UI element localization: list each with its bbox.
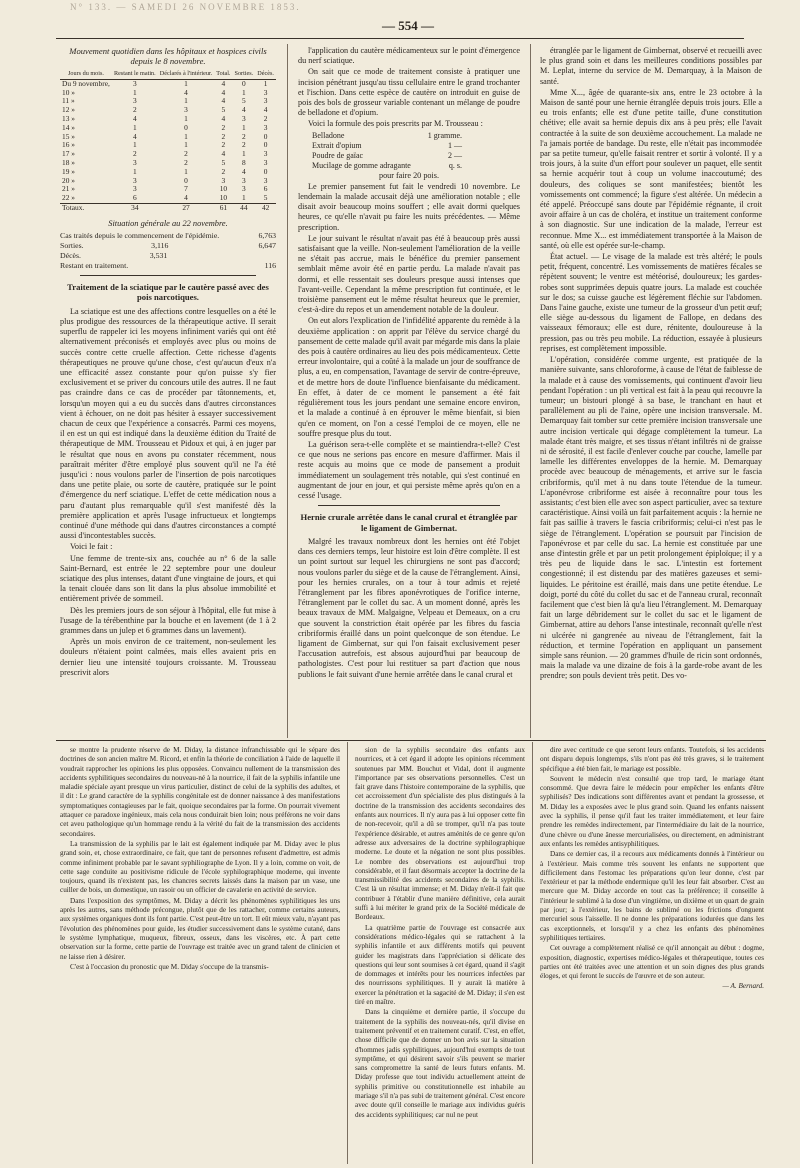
paragraph: Souvent le médecin n'est consulté que trop tard, le mariage étant consommé. Que devra faire le médecin pour empêcher les enfants d'être syphilisés? Des indications sont différentes avant et pendant la grossesse, et M. Diday les a exposées avec le plus grand soin. Quand les enfants naissent avec la syphilis, il pense qu'il faut les traiter immédiatement, et leur faire prendre les remèdes indirectement, par l'intermédiaire du lait de la nourrice, d'une chèvre ou d'une ânesse mercurialisées, ou directement, en administrant aux enfants les remèdes antisyphilitiques. xyxy=(540,774,764,848)
paragraph: dire avec certitude ce que seront leurs enfants. Toutefois, si les accidents ont disparu depuis longtemps, s'ils n'ont pas été très graves, si le traitement spécifique a été bien fait, le mariage est possible. xyxy=(540,746,764,773)
table-cell: 5 xyxy=(242,96,246,106)
table-cell: 2 xyxy=(184,157,188,167)
situation-sorties-row xyxy=(60,241,276,251)
paragraph: On sait que ce mode de traitement consiste à pratiquer une incision pénétrant jusqu'au tissu cellulaire entre le grand trochanter et l'ischion. Dans cette espèce de cautère on introduit en guise de pois des bols de grosseur variable contenant un mélange de poudre de belladone et d'opium. xyxy=(298,67,520,118)
paragraph: La transmission de la syphilis par le lait est également indiquée par M. Diday avec le plus grand soin, et, chose extraordinaire, ce fait, que tant de personnes refusent d'admettre, est admis comme infiniment probable par le savant syphiliographe de Lyon. Il y a loin, comme on voit, de cette sage conduite au positivisme ridicule de l'école syphilographique moderne, qui invente toujours, quand ils n'existent pas, les chancres secrets laissés dans la maison par un vase, une cuiller de bois, un domestique, un rasoir ou un officier de cavalerie en activité de service. xyxy=(60,839,340,895)
table-cell: 2 xyxy=(132,105,137,115)
column-3 xyxy=(540,46,762,738)
table-cell: 8 xyxy=(242,157,246,167)
movement-title: Mouvement quotidien dans les hôpitaux et hospices civils depuis le 8 novembre. xyxy=(69,46,267,66)
feuilleton-column-2 xyxy=(355,746,525,1164)
paragraph: Cet ouvrage a complètement réalisé ce qu'il annonçait au début : dogme, exposition, diagnostic, expertises médico-légales et thérapeutique, toutes ces parties ont été traitées avec une attention et un soin dignes des plus grands éloges, et qui feront le succès de l'œuvre et de son auteur. xyxy=(540,944,764,981)
table-cell: 4 xyxy=(242,105,246,115)
paragraph: L'opération, considérée comme urgente, est pratiquée de la manière suivante, sans chloroforme, à cause de l'état de faiblesse de la malade et à cause des vomissements, qui continuent d'avoir lieu pendant l'opération : un pli vertical est fait à la peau qui recouvre la tumeur; un bistouri plongé à sa base, le tranchant en haut et parallèlement au pli de l'aine, opère une incision transversale. M. Demarquay fait tomber sur cette première incision transversale une autre incision verticale qui dégage complètement la tumeur. La malade étant très maigre, et ses tissus n'étant infiltrés ni de graisse ni de sérosité, il est facile d'enlever couche par couche, lamelle par lamelle les différentes enveloppes de la hernie. M. Demarquay procède avec beaucoup de ménagements, et arrive sur le fascia cribriformis, qu'il met à nu dans toute l'étendue de la tumeur. L'aponévrose cribriforme est aisée à reconnaître pour tous les assistants; c'est bien elle avec son aspect particulier, avec sa texture caractéristique. Ainsi voilà un fait parfaitement acquis : la hernie ne fait pas saillie à travers le fascia cribriformis; celui-ci n'est pas le siège de l'étranglement. L'opération se poursuit par l'incision de l'aponévrose et par celle du sac. La hernie est constituée par une anse d'intestin grêle et par un petit prolongement épiploïque; il y a très peu de liquide dans le sac. L'intestin est fortement congestionné; il est distendu par des matières gazeuses et semi-liquides. Le péritoine est éraillé, mais dans une petite étendue. Le doigt, porté du côté du collet du sac et de l'anneau crural, reconnaît facilement que c'est bien là qu'a lieu l'étranglement. M. Demarquay fait un large débridement sur le collet du sac et le ligament de Gimbernat, attire au dehors l'anse intestinale, reconnaît qu'elle n'est ni ulcérée ni gangrenée au niveau de l'étranglement, fait la réduction, et termine l'opération en appliquant un pansement simple sans réunion. — 20 grammes d'huile de ricin sont ordonnés, mais la malade va une dizaine de fois à la garde-robe avant de les prendre; son pouls devient très petit. Des vo- xyxy=(540,355,762,681)
table-cell: 10 xyxy=(219,193,228,203)
article-body-cautere xyxy=(298,46,520,130)
table-cell: 12 » xyxy=(62,105,75,115)
paragraph: l'application du cautère médicamenteux sur le point d'émergence du nerf sciatique. xyxy=(298,46,520,66)
column-header: Sorties. xyxy=(232,70,255,79)
header-stamp: N° 133. — SAMEDI 26 NOVEMBRE 1853. xyxy=(70,2,301,12)
table-cell: 3 xyxy=(132,184,137,194)
table-cell: 1 xyxy=(184,113,188,123)
table-cell: 3 xyxy=(132,96,137,106)
table-cell: 1 xyxy=(242,87,246,97)
table-cell: 0 xyxy=(184,175,188,185)
feuilleton-body xyxy=(60,746,340,972)
paragraph: Mme X..., âgée de quarante-six ans, entre le 23 octobre à la Maison de santé pour une hernie étranglée depuis trois jours. Elle a eu trois enfants; elle est d'une petite taille, d'une constitution chétive; elle avait sa hernie depuis dix ans à peu près; elle l'avait contractée à la suite de son deuxième accouchement. La malade ne l'a jamais portée de bandage. Du reste, elle n'était pas incommodée par sa petite tumeur, qu'elle faisait rentrer et sortir à volonté. Il y a trois jours, à la suite d'un effort pour soulever un paquet, elle sentit sa hernie acquérir tout à coup un volume inaccoutumé; des douleurs, des coliques se sont manifestées; bientôt les vomissements ont commencé; la figure s'est altérée. Un médecin a été appelé. Préoccupé sans doute par l'épidémie régnante, il croit avoir affaire à un cas de choléra, et institue un traitement conforme à son diagnostic. Sur une indication de la malade, l'erreur est reconnue. Mme X... est immédiatement transportée à la Maison de santé, où elle est opérée sur-le-champ. xyxy=(540,87,762,250)
column-header: Jours du mois. xyxy=(60,70,112,79)
table-cell: 10 xyxy=(219,184,228,194)
article-body-hernie xyxy=(298,537,520,680)
ingredient-quantity: 1 gramme. xyxy=(427,130,462,140)
page-number: — 554 — xyxy=(382,18,434,33)
paragraph: État actuel. — Le visage de la malade est très altéré; le pouls petit, fréquent, concentré. Les vomissements de matières fécales se répètent souvent; le ventre est météorisé, douloureux; les gardes-robes sont supprimées depuis quatre jours. La malade est couchée sur le dos; sa cuisse gauche est légèrement fléchie sur l'abdomen. Dans l'aine gauche, existe une tumeur de la grosseur d'un petit œuf; elle siège au-dessous du ligament de Fallope, en dedans des vaisseaux fémoraux; elle est dure, rénitente, douloureuse à la pression, pas ou très peu mobile. La réduction, essayée à plusieurs reprises, est complètement impossible. xyxy=(540,252,762,353)
table-cell: 14 » xyxy=(62,122,75,132)
feuilleton-column-1 xyxy=(60,746,340,1164)
situation-sum-value: 6,647 xyxy=(258,240,276,250)
table-cell: 13 » xyxy=(62,113,75,123)
table-cell: 0 xyxy=(263,140,268,150)
paragraph: Malgré les travaux nombreux dont les hernies ont été l'objet dans ces derniers temps, leur histoire est loin d'être complète. Il est un point surtout sur lequel les chirurgiens ne sont pas d'accord; nous voulons parler du siège et de la cause de l'étranglement. Ainsi, pour les hernies crurales, on a tour à tour admis et rejeté l'étranglement par les fibres aponévrotiques de l'orifice interne, l'étranglement par le collet du sac. A un moment donné, après les beaux travaux de MM. Malgaigne, Velpeau et Demeaux, on a cru que souvent la constriction était opérée par les fibres du fascia cribriformis éraillé dans un point quelconque de son étendue. Le ligament de Gimbernat, sur qui l'on faisait exclusivement peser l'accusation autrefois, est absous aujourd'hui par beaucoup de pathologistes. C'est pour lui restituer sa part d'action que nous publions le fait suivant d'une hernie arrêtée dans le canal crural et xyxy=(298,536,520,679)
feuilleton-column-3 xyxy=(540,746,764,1164)
table-cell: 3 xyxy=(263,122,268,132)
situation-intro-row xyxy=(60,231,276,241)
movement-header-row xyxy=(60,70,276,79)
sorties-value: 3,116 xyxy=(151,240,169,250)
paragraph: Dans ce dernier cas, il a recours aux médicaments donnés à l'intérieur ou à l'extérieur. Mais comme très souvent les enfants ne supportent que difficilement dans l'estomac les préparations qu'on leur donne, c'est par l'extérieur et par la méthode endermique qu'il les leur fait absorber. C'est au mercure que M. Diday accorde en tout cas la préférence; il conseille à l'intérieur le sublimé à la dose d'un vingtième, un dixième et un quart de grain par jour; à l'extérieur, les bains de sublimé ou les frictions d'onguent mercuriel sous l'aisselle. Il ne donne les préparations iodurées que dans les cas exceptionnels, et lorsqu'il y a chez les enfants des phénomènes syphilitiques tertiaires. xyxy=(540,850,764,942)
table-cell: 4 xyxy=(132,113,137,123)
table-cell: 27 xyxy=(158,203,215,212)
recipe-list xyxy=(298,131,520,171)
ingredient-name: Mucilage de gomme adragante xyxy=(312,160,411,170)
situation-deces-row xyxy=(60,251,276,261)
situation-intro: Cas traités depuis le commencement de l'épidémie. xyxy=(60,230,220,240)
signature: — A. Bernard. xyxy=(722,982,764,991)
table-cell: 0 xyxy=(184,122,188,132)
table-cell: 5 xyxy=(263,193,268,203)
restant-label: Restant en traitement. xyxy=(60,260,129,270)
table-cell: 1 xyxy=(242,149,246,159)
table-cell: 3 xyxy=(184,105,188,115)
table-cell: 10 » xyxy=(62,87,75,97)
ingredient-name: Poudre de gaïac xyxy=(312,150,364,160)
table-cell: 20 » xyxy=(62,175,75,185)
restant-value: 116 xyxy=(264,260,276,270)
table-cell: 1 xyxy=(184,78,188,88)
column-header: Total. xyxy=(214,70,232,79)
paragraph: sion de la syphilis secondaire des enfants aux nourrices, et à cet égard il adopte les opinions récemment soutenues par MM. Bouchut et Vidal, dont il augmente l'importance par ses observations personnelles. C'est un fait grave dans l'histoire contemporaine de la syphilis, que cet accroissement d'un spécialiste des plus distingués à la doctrine de la transmission des accidents secondaires des enfants aux nourrices. Il n'y aura pas à lui opposer cette fin de non-recevoir, qu'il a dû se tromper, qu'il n'a pas toute l'expérience désirable, et autres aménités de ce genre qu'on adresse aux adversaires de la doctrine syphilographique moderne. Le doute et la négation ne sont plus possibles. Le nombre des observations est aujourd'hui trop considérable, et il faut désormais accepter la doctrine de la transmissibilité des accidents secondaires de la syphilis. C'est là un résultat immense; et M. Diday n'eût-il fait que contribuer à l'établir d'une manière définitive, cela aurait suffi à lui mériter le grand prix de la Société médicale de Bordeaux. xyxy=(355,746,525,922)
table-cell: 1 xyxy=(132,87,137,97)
table-cell: 4 xyxy=(184,87,188,97)
table-cell: 4 xyxy=(221,78,226,88)
ingredient-name: Extrait d'opium xyxy=(312,140,362,150)
column-header: Restant le matin. xyxy=(112,70,158,79)
paragraph: Dans l'exposition des symptômes, M. Diday a décrit les phénomènes syphilitiques les uns après les autres, sans méthode précongue, plutôt que de les rattacher, comme certains auteurs, aux systèmes organiques dont ils font partie. C'est peut-être un tort. Il eût mieux valu, n'ayant pas l'évolution des phénomènes pour guide, les étudier successivement dans le système cutané, dans le système lymphatique, muqueux, fibreux, osseux, dans les viscères, etc. À part cette observation sur la forme, cette partie de l'ouvrage est traitée avec un grand talent de clinicien et ne laisse rien à désirer. xyxy=(60,896,340,961)
column-divider xyxy=(347,742,348,1164)
paragraph: se montre la prudente réserve de M. Diday, la distance infranchissable qui le sépare des doctrines de son ancien maître M. Ricord, et enfin la théorie de conciliation à l'aide de laquelle il voudrait rapprocher les opinions les plus opposées. Convaincu nullement de la transmission des accidents syphilitiques secondaires du nouveau-né à la nourrice, il fait de la syphilis infantile une maladie spéciale ayant presque un virus particulier, distinct de celui de la syphilis des adultes, et il dit : Le grand caractère de la syphilis congénitale est de donner naissance à des manifestations symptomatiques contagieuses par le fait, quoique secondaires par la forme. On pourrait vivement attaquer ce paradoxe ingénieux, mais cela nous conduirait bien loin; nous préférons ne voir dans cet aveu pathologique qu'un hommage rendu à la vérité du fait de la transmission des accidents secondaires. xyxy=(60,746,340,838)
table-cell: 1 xyxy=(242,193,246,203)
table-cell: 4 xyxy=(221,87,226,97)
table-cell: 1 xyxy=(242,122,246,132)
table-cell: 2 xyxy=(132,149,137,159)
table-cell: 3 xyxy=(132,78,137,88)
paragraph: Dès les premiers jours de son séjour à l'hôpital, elle fut mise à l'usage de la térébenthine par la bouche et en lavement (de 1 à 2 grammes dans un julep et 6 grammes dans un lavement). xyxy=(60,605,276,636)
recipe-line xyxy=(312,141,462,151)
paragraph: La sciatique est une des affections contre lesquelles on a été le plus prodigue des ressources de la thérapeutique active. Il serait superflu de rappeler ici les moyens infiniment variés qui ont été alternativement préconisés et employés avec plus ou moins de succès contre cette cruelle affection. Cette richesse d'agents thérapeutiques ne prouve qu'une chose, c'est qu'aucun d'eux n'a une efficacité assez constante pour qu'on puisse s'y fier exclusivement et se priver du concours utile des autres. Il ne faut pas craindre dans ce cas de procéder par tâtonnements, et, lorsqu'un moyen qui a eu du succès dans d'autres circonstances vient à échouer, on ne doit pas hésiter à essayer successivement chacun de ceux que l'expérience a consacrés. Parmi ces moyens, il en est un qui est indiqué dans la deuxième édition du Traité de thérapeutique de MM. Trousseau et Pidoux et qui, à en juger par le résultat que nous en avons pu constater récemment, nous paraîtrait mériter d'être employé plus souvent qu'il ne l'a été jusqu'ici : nous voulons parler de l'insertion de pois narcotiques dans une petite plaie, ou sorte de cautère, pratiquée sur le point d'émergence du nerf sciatique. L'effet de cette médication nous a paru d'autant plus remarquable qu'il s'est manifesté dès la première application et après l'usage infructueux et longtemps continué d'une méthode qui dans d'autres circonstances a compté aussi d'incontestables succès. xyxy=(60,306,276,541)
table-cell: 1 xyxy=(132,166,137,176)
feuilleton-body xyxy=(540,746,764,981)
table-cell: 17 » xyxy=(62,149,75,159)
table-cell: 3 xyxy=(263,87,268,97)
paragraph: On eut alors l'explication de l'infidélité apparente du remède à la deuxième application : on apprit par l'élève du service chargé du pansement de cette malade qu'il avait par mégarde mis dans la plaie des pois à cautère ordinaires au lieu des pois médicamenteux. Cette erreur involontaire, qui a coûté à la malade un jour de souffrance de plus, a eu, en compensation, l'avantage de servir de contre-épreuve, et de mettre hors de doute l'influence bienfaisante du médicament. En effet, à dater de ce moment le pansement a été fait régulièrement tous les jours pendant une semaine encore environ, et la malade a continué à en éprouver le même bienfait, si bien qu'en ce moment, on l'on a cessé l'emploi de ce moyen, elle ne souffre presque plus du tout. xyxy=(298,316,520,438)
table-cell: 15 » xyxy=(62,131,75,141)
column-header: Déclarés à l'intérieur. xyxy=(158,70,215,79)
column-2 xyxy=(298,46,520,738)
table-cell: 1 xyxy=(184,131,188,141)
ingredient-quantity: q. s. xyxy=(448,160,462,170)
ingredient-quantity: 2 — xyxy=(448,150,462,160)
table-cell: 11 » xyxy=(62,96,75,106)
table-cell: 7 xyxy=(184,184,188,194)
table-cell: Du 9 novembre, xyxy=(62,78,110,88)
table-cell: 6 xyxy=(263,184,268,194)
paragraph: Le premier pansement fut fait le vendredi 10 novembre. Le lendemain la malade accusait déjà une amélioration notable ; elle disait avoir beaucoup moins souffert ; elle avait dormi quelques heures, ce qu'elle n'avait pu faire les nuits précédentes. — Même prescription. xyxy=(298,181,520,232)
table-cell: 1 xyxy=(184,166,188,176)
table-cell: 2 xyxy=(263,113,268,123)
table-cell: 3 xyxy=(242,175,246,185)
table-cell: 6 xyxy=(132,193,137,203)
article-body-hernie-continued xyxy=(540,46,762,682)
paragraph: Dans la cinquième et dernière partie, il s'occupe du traitement de la syphilis des nouveau-nés, qu'il divise en traitement préventif et en traitement curatif. C'est, en effet, chose difficile que de donner un bon avis sur la situation d'hommes jadis syphilitiques, aujourd'hui exempts de tout symptôme, et qui désirent savoir s'ils peuvent se marier sans compromettre la santé de leurs futurs enfants. M. Diday professe que tout individu actuellement atteint de syphilis primitive ou constitutionnelle est inhabile au mariage s'il n'a pas subi de traitement général. C'est encore avec doute qu'il conseille le mariage aux individus guéris des accidents syphilitiques; car nul ne peut xyxy=(355,1008,525,1119)
section-rule xyxy=(318,505,500,506)
recipe-line xyxy=(312,151,462,161)
table-cell: 3 xyxy=(132,175,137,185)
table-cell: 3 xyxy=(242,184,246,194)
movement-total-row xyxy=(60,203,276,212)
situation-intro-value: 6,763 xyxy=(258,230,276,240)
article-body-sciatique xyxy=(60,307,276,678)
table-cell: 0 xyxy=(242,78,246,88)
table-cell: 1 xyxy=(263,78,268,88)
table-cell: 2 xyxy=(221,131,226,141)
paragraph: Voici le fait : xyxy=(70,542,113,552)
table-cell: 2 xyxy=(184,149,188,159)
table-cell: 22 » xyxy=(62,193,75,203)
table-cell: 44 xyxy=(232,203,255,212)
table-cell: 2 xyxy=(242,131,246,141)
table-cell: 4 xyxy=(221,149,226,159)
table-cell: 3 xyxy=(132,157,137,167)
table-cell: 3 xyxy=(221,175,226,185)
feuilleton-body xyxy=(355,746,525,1120)
table-cell: 4 xyxy=(242,166,246,176)
deces-label: Décès. xyxy=(60,250,81,260)
table-cell: 4 xyxy=(132,131,137,141)
table-cell: 3 xyxy=(263,175,268,185)
paragraph: Le jour suivant le résultat n'avait pas été à beaucoup près aussi satisfaisant que la veille. Non-seulement l'amélioration de la veille ne s'était pas accrue, mais le bénéfice du premier pansement semblait même avoir été en partie perdu. La malade n'avait pas dormi, et elle ressentait ses douleurs presque aussi intenses que l'avant-veille. Cependant la même prescription fut continuée, et le troisième pansement eut le même résultat heureux que le premier, c'est-à-dire du repos et un amendement notable de la douleur. xyxy=(298,233,520,315)
sorties-label: Sorties. xyxy=(60,240,84,250)
table-cell: 4 xyxy=(263,105,268,115)
situation-title: Situation générale au 22 novembre. xyxy=(108,218,228,228)
column-header: Décès. xyxy=(255,70,276,79)
paragraph: Après un mois environ de ce traitement, non-seulement les douleurs n'étaient point calmées, mais elles avaient pris en dernier lieu une intensité toujours croissante. M. Trousseau prescrivit alors xyxy=(60,637,276,677)
ingredient-name: Belladone xyxy=(312,130,345,140)
table-cell: 61 xyxy=(214,203,232,212)
paragraph: C'est à l'occasion du pronostic que M. Diday s'occupe de la transmis- xyxy=(70,962,269,971)
table-cell: 19 » xyxy=(62,166,75,176)
table-cell: 42 xyxy=(255,203,276,212)
movement-table xyxy=(60,70,276,213)
table-cell: 1 xyxy=(184,96,188,106)
paragraph: La quatrième partie de l'ouvrage est consacrée aux considérations médico-légales qui se rattachent à la syphilis infantile et aux différents motifs qui peuvent guider les magistrats dans l'appréciation si délicate des questions qui leur sont soumises à cet égard, quand il s'agit de dommages et intérêts pour les nourrices infectées par des nourrissons syphilitiques. Il y aurait là matière à exercer la pénétration et la sagacité de M. Diday; il s'en est tiré en maître. xyxy=(355,923,525,1007)
table-cell: Totaux. xyxy=(60,203,112,212)
table-cell: 1 xyxy=(132,122,137,132)
article-body-cautere-continued xyxy=(298,182,520,501)
table-cell: 16 » xyxy=(62,140,75,150)
article-heading-sciatique: Traitement de la sciatique par le cautère passé avec des pois narcotiques. xyxy=(67,281,269,303)
movement-rows xyxy=(60,79,276,203)
table-cell: 21 » xyxy=(62,184,75,194)
column-1 xyxy=(60,46,276,738)
paragraph: La guérison sera-t-elle complète et se maintiendra-t-elle? C'est ce que nous ne serions pas encore en mesure d'affirmer. Mais il reste acquis au moins que ce mode de pansement a produit immédiatement un soulagement très notable, qui s'est continué en augmentant de jour en jour, et qui persiste même après qu'on en a cessé l'usage. xyxy=(298,439,520,500)
recipe-end: pour faire 20 pois. xyxy=(378,170,440,180)
column-divider xyxy=(287,44,288,738)
table-cell: 3 xyxy=(263,157,268,167)
table-cell: 4 xyxy=(221,96,226,106)
table-cell: 2 xyxy=(221,122,226,132)
table-cell: 2 xyxy=(221,140,226,150)
table-cell: 1 xyxy=(184,140,188,150)
table-cell: 3 xyxy=(263,149,268,159)
table-cell: 2 xyxy=(242,140,246,150)
table-cell: 4 xyxy=(184,193,188,203)
recipe-line xyxy=(312,161,462,171)
feuilleton-rule xyxy=(56,740,766,741)
header-rule xyxy=(56,38,744,39)
situation-restant-row xyxy=(60,261,276,271)
table-cell: 2 xyxy=(221,166,226,176)
ingredient-quantity: 1 — xyxy=(448,140,462,150)
table-cell: 0 xyxy=(263,166,268,176)
table-cell: 5 xyxy=(221,105,226,115)
paragraph: Une femme de trente-six ans, couchée au n° 6 de la salle Saint-Bernard, est entrée le 22 septembre pour une douleur sciatique des plus intenses, datant d'une vingtaine de jours, et qui la tenait clouée dans son lit dans la plus absolue immobilité et entièrement privée de sommeil. xyxy=(60,553,276,604)
table-cell: 1 xyxy=(132,140,137,150)
recipe-line xyxy=(312,131,462,141)
table-cell: 34 xyxy=(112,203,158,212)
table-cell: 0 xyxy=(263,131,268,141)
column-divider xyxy=(532,742,533,1164)
section-rule xyxy=(80,275,256,276)
deces-value: 3,531 xyxy=(149,250,168,260)
column-divider xyxy=(530,44,531,738)
article-heading-hernie: Hernie crurale arrêtée dans le canal crural et étranglée par le ligament de Gimbernat. xyxy=(300,512,518,533)
paragraph: étranglée par le ligament de Gimbernat, observé et recueilli avec le plus grand soin et dans les meilleures conditions possibles par M. Leplat, interne du service de M. Demarquay, à la Maison de santé. xyxy=(540,46,762,86)
table-cell: 3 xyxy=(242,113,246,123)
table-cell: 18 » xyxy=(62,157,75,167)
table-cell: 4 xyxy=(221,113,226,123)
paragraph: Voici la formule des pois prescrits par M. Trousseau : xyxy=(308,119,483,129)
table-cell: 3 xyxy=(263,96,268,106)
table-cell: 5 xyxy=(221,157,226,167)
